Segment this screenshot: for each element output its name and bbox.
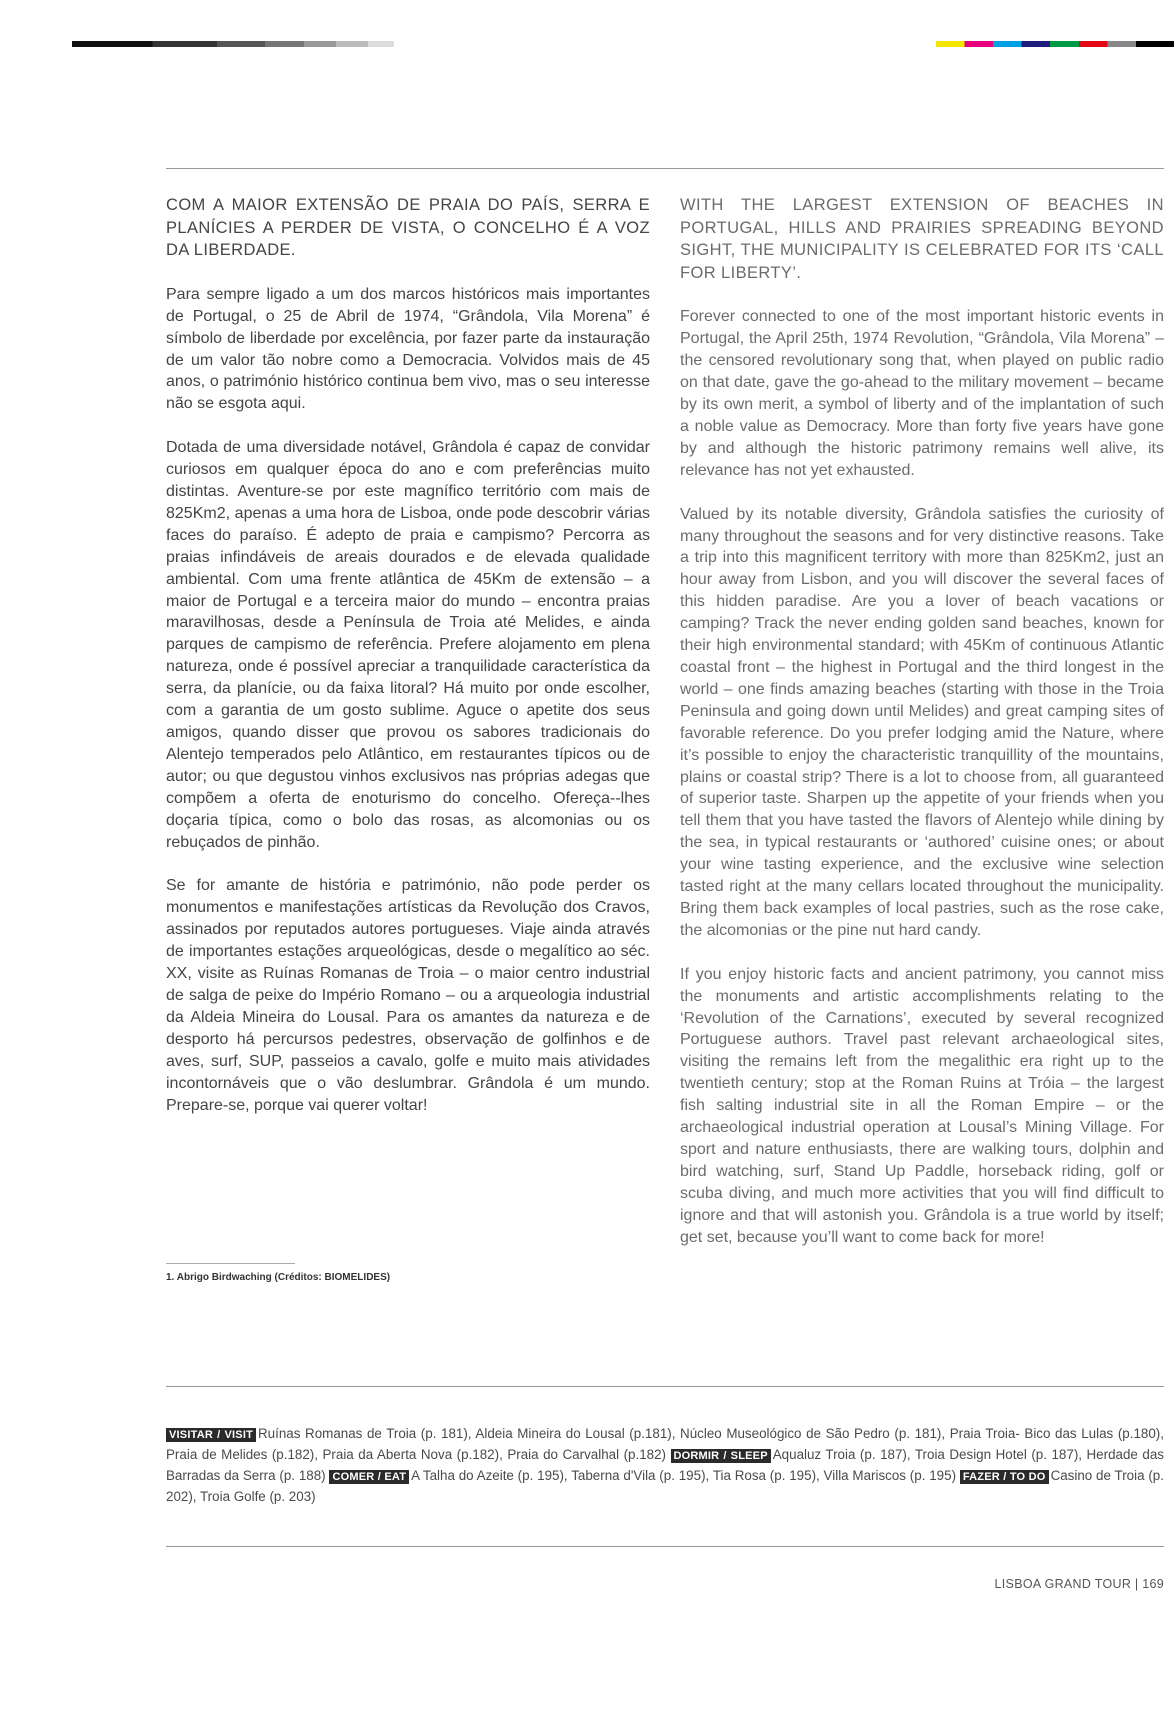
en-paragraph-3: If you enjoy historic facts and ancient patrimony, you cannot miss the monuments and artistic accomplishments relating to the ‘Revolution of the Carnations’, executed by several recognized Portuguese authors. Travel past relevant archaeological sites, visiting the remains left from the megalithic era right up to the twentieth century; stop at the Roman Ruins at Tróia – the largest fish salting industrial site in all the Roman Empire – or the archaeological industrial operation at Lousal’s Mining Village. For sport and nature enthusiasts, there are walking tours, dolphin and bird watching, surf, Stand Up Paddle, horseback riding, golf or scuba diving, and much more activities that you will find difficult to ignore and that will astonish you. Grândola is a true world by itself; get set, because you’ll want to come back for more! bbox=[680, 965, 1164, 1246]
pt-paragraph-2: Dotada de uma diversidade notável, Grândola é capaz de convidar curiosos em qualquer época do ano e com preferências muito distintas. Aventure-se por este magnífico território com mais de 825Km2, apenas a uma hora de Lisboa, onde pode descobrir várias faces do paraíso. É adepto de praia e campismo? Percorra as praias infindáveis de areais dourados e de elevada qualidade ambiental. Com uma frente atlântica de 45Km de extensão – a maior de Portugal e a terceira maior do mundo – encontra praias maravilhosas, desde a Península de Troia até Melides, e ainda parques de campismo de referência. Prefere alojamento em plena natureza, onde é possível apreciar a tranquilidade característica da serra, da planície, ou da faixa litoral? Há muito por onde escolher, com a garantia de um gosto sublime. Aguce o apetite dos seus amigos, quando disser que provou os sabores tradicionais do Alentejo temperados pelo Atlântico, em restaurantes típicos ou de autor; ou que degustou vinhos exclusivos nas próprias adegas que compõem a oferta de enoturismo do concelho. Ofereça--lhes doçaria típica, como o bolo das rosas, as alcomonias ou os rebuçados de pinhão. bbox=[166, 439, 650, 851]
en-lead: WITH THE LARGEST EXTENSION OF BEACHES IN PORTUGAL, HILLS AND PRAIRIES SPREADING BEYOND SIGHT, THE MUNICIPALITY IS CELEBRATED FOR ITS ‘CALL FOR LIBERTY’. bbox=[680, 196, 1164, 282]
pt-paragraph-1: Para sempre ligado a um dos marcos históricos mais importantes de Portugal, o 25 de Abril de 1974, “Grândola, Vila Morena” é símbolo de liberdade por excelência, por fazer parte da instauração de um valor tão nobre como a Democracia. Volvidos mais de 45 anos, o património histórico continua bem vivo, mas o seu interesse não se esgota aqui. bbox=[166, 285, 650, 413]
to-do-list: Casino de Troia (p. 202), Troia Golfe (p. 203) bbox=[166, 1468, 1164, 1504]
column-portuguese bbox=[166, 194, 650, 1138]
tag-visit: VISITAR / VISIT bbox=[166, 1428, 256, 1442]
tag-sleep: DORMIR / SLEEP bbox=[671, 1449, 771, 1463]
visit-list: Ruínas Romanas de Troia (p. 181), Aldeia Mineira do Lousal (p.181), Núcleo Museológico de São Pedro (p. 181), Praia Troia- Bico das Lulas (p.180), Praia de Melides (p.182), Praia da Aberta Nova (p.182), Praia do Carvalhal (p.182) bbox=[166, 1426, 1164, 1462]
refs-bottom-rule bbox=[166, 1546, 1164, 1547]
printer-color-bar bbox=[936, 41, 1174, 47]
footnote-rule bbox=[166, 1263, 295, 1264]
en-paragraph-2: Valued by its notable diversity, Grândola satisfies the curiosity of many throughout the seasons and for very distinctive reasons. Take a trip into this magnificent territory with more than 825Km2, just an hour away from Lisbon, and you will discover the several faces of this hidden paradise. Are you a lover of beach vacations or camping? Track the never ending golden sand beaches, known for their high environmental standard; with 45Km of continuous Atlantic coastal front – the highest in Portugal and the third longest in the world – one finds amazing beaches (starting with those in the Troia Peninsula and going down until Melides) and great camping sites of favorable reference. Do you prefer lodging amid the Nature, where it’s possible to enjoy the characteristic tranquillity of the mountains, plains or coastal strip? There is a lot to choose from, all guaranteed of superior taste. Sharpen up the appetite of your friends when you tell them that you have tasted the flavors of Alentejo while dining by the sea, in typical restaurants or ‘authored’ cuisine ones; or about your wine tasting experience, and the exclusive wine selection tasted right at the many cellars located throughout the municipality. Bring them back examples of local pastries, such as the rose cake, the alcomonias or the pine nut hard candy. bbox=[680, 505, 1164, 939]
tag-to-do: FAZER / TO DO bbox=[960, 1470, 1049, 1484]
column-english bbox=[680, 194, 1164, 1271]
listing-references bbox=[166, 1424, 1164, 1507]
eat-list: A Talha do Azeite (p. 195), Taberna d'Vila (p. 195), Tia Rosa (p. 195), Villa Mariscos (p. 195) bbox=[411, 1468, 957, 1483]
pt-paragraph-3: Se for amante de história e património, não pode perder os monumentos e manifestações artísticas da Revolução dos Cravos, assinados por reputados autores portugueses. Viaje ainda através de importantes estações arqueológicas, desde o megalítico ao séc. XX, visite as Ruínas Romanas de Troia – o maior centro industrial de salga de peixe do Império Romano – ou a arqueologia industrial da Aldeia Mineira do Lousal. Para os amantes da natureza e de desporto há percursos pedestres, observação de golfinhos e de aves, surf, SUP, passeios a cavalo, golfe e muito mais atividades incontornáveis que o vão deslumbrar. Grândola é um mundo. Prepare-se, porque vai querer voltar! bbox=[166, 877, 650, 1114]
tag-eat: COMER / EAT bbox=[329, 1470, 409, 1484]
printer-grey-bar bbox=[72, 41, 394, 47]
top-rule bbox=[166, 168, 1164, 169]
en-paragraph-1: Forever connected to one of the most important historic events in Portugal, the April 25th, 1974 Revolution, “Grândola, Vila Morena” – the censored revolutionary song that, when played on public radio on that date, gave the go-ahead to the military movement – became by its own merit, a symbol of liberty and of the implantation of such a noble value as Democracy. More than forty five years have gone by and although the historic patrimony remains well alive, its relevance has not yet exhausted. bbox=[680, 308, 1164, 479]
page-folio: LISBOA GRAND TOUR | 169 bbox=[994, 1577, 1164, 1591]
pt-lead: COM A MAIOR EXTENSÃO DE PRAIA DO PAÍS, SERRA E PLANÍCIES A PERDER DE VISTA, O CONCELHO É A VOZ DA LIBERDADE. bbox=[166, 196, 650, 260]
sleep-list: Aqualuz Troia (p. 187), Troia Design Hotel (p. 187), Herdade das Barradas da Serra (p. 188) bbox=[166, 1447, 1164, 1483]
photo-caption: 1. Abrigo Birdwaching (Créditos: BIOMELIDES) bbox=[166, 1272, 391, 1283]
refs-top-rule bbox=[166, 1386, 1164, 1387]
